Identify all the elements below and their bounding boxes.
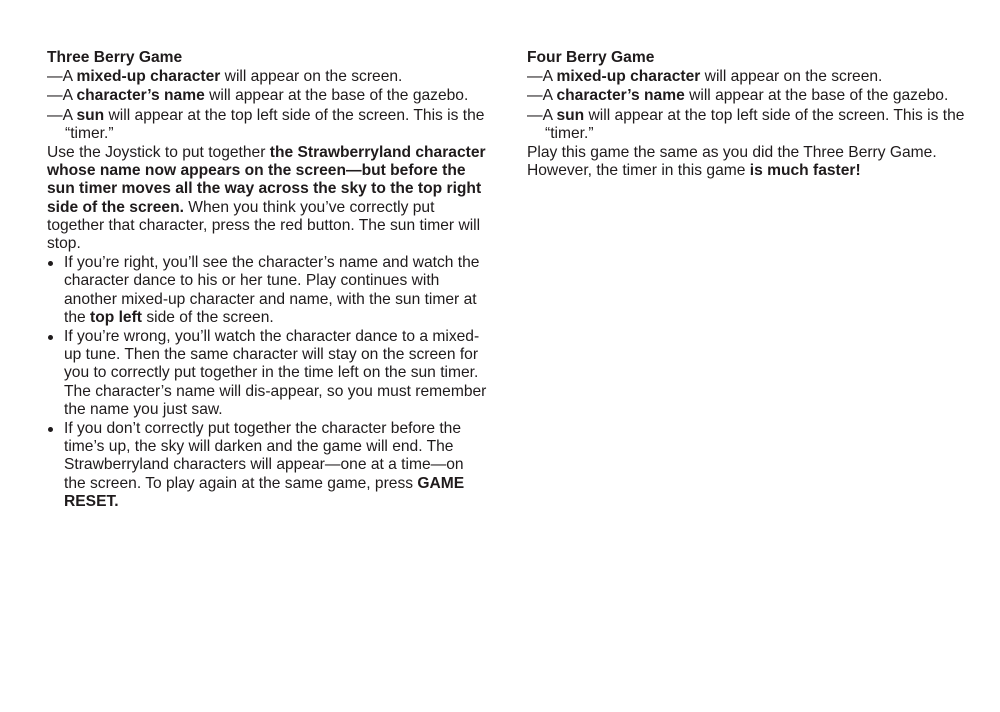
instructions-bold-text: the Strawberryland character whose name now appears on the screen—but before the sun timer moves all the way across the sky to the top right side of the screen. (47, 144, 486, 216)
bullet-bold-text: GAME RESET. (64, 474, 465, 510)
instructions-text: Play this game the same as you did the Three Berry Game. However, the timer in this game (527, 144, 937, 180)
item-prefix: —A (47, 87, 77, 105)
item-prefix: —A (47, 68, 77, 86)
three-berry-item-character-name (47, 87, 487, 105)
item-bold-term: mixed-up character (76, 68, 221, 86)
instructions-bold-text: is much faster! (749, 162, 861, 180)
item-prefix: —A (47, 106, 77, 124)
three-berry-bullet-list (47, 254, 487, 511)
item-bold-term: sun (76, 106, 105, 124)
item-bold-term: character’s name (556, 87, 685, 105)
item-text: will appear at the top left side of the screen. This is the “timer.” (65, 106, 485, 142)
item-text: will appear at the base of the gazebo. (684, 87, 949, 105)
bullet-time-up (47, 420, 487, 511)
bullet-if-right (47, 254, 487, 327)
four-berry-item-sun (527, 107, 967, 143)
four-berry-item-character-name (527, 87, 967, 105)
four-berry-title: Four Berry Game (527, 49, 655, 66)
item-text: will appear on the screen. (220, 68, 403, 86)
bullet-text-end: side of the screen. (141, 308, 274, 326)
item-text: will appear at the top left side of the screen. This is the “timer.” (545, 106, 965, 142)
bullet-dot-icon (48, 335, 53, 340)
item-text: will appear at the base of the gazebo. (204, 87, 469, 105)
instructions-text-end: When you think you’ve correctly put together that character, press the red button. The sun timer will stop. (47, 198, 481, 253)
item-prefix: —A (527, 68, 557, 86)
three-berry-instructions (47, 144, 487, 253)
item-text: will appear on the screen. (700, 68, 883, 86)
three-berry-title: Three Berry Game (47, 49, 183, 66)
bullet-text: If you’re wrong, you’ll watch the character dance to a mixed-up tune. Then the same character will stay on the screen for you to correctly put together in the time left on the sun timer. The character’s name will dis-appear, so you must remember the name you just saw. (64, 328, 487, 418)
four-berry-instructions (527, 144, 967, 180)
item-bold-term: sun (556, 106, 585, 124)
three-berry-section (47, 49, 487, 512)
item-bold-term: mixed-up character (556, 68, 701, 86)
four-berry-section (527, 49, 967, 181)
item-prefix: —A (527, 87, 557, 105)
three-berry-item-sun (47, 107, 487, 143)
bullet-text: If you don’t correctly put together the character before the time’s up, the sky will darken and the game will end. The Strawberryland characters will appear—one at a time—on the screen. To play again at the same game, press (64, 420, 464, 492)
bullet-dot-icon (48, 261, 53, 266)
instructions-text: Use the Joystick to put together (47, 144, 270, 162)
bullet-dot-icon (48, 427, 53, 432)
three-berry-item-mixed-up-character (47, 68, 487, 86)
item-bold-term: character’s name (76, 87, 205, 105)
bullet-bold-text: top left (90, 308, 142, 326)
four-berry-item-mixed-up-character (527, 68, 967, 86)
bullet-text: If you’re right, you’ll see the character’s name and watch the character dance to his or her tune. Play continues with another mixed-up character and name, with the sun timer at the (64, 254, 480, 326)
item-prefix: —A (527, 106, 557, 124)
bullet-if-wrong (47, 328, 487, 419)
